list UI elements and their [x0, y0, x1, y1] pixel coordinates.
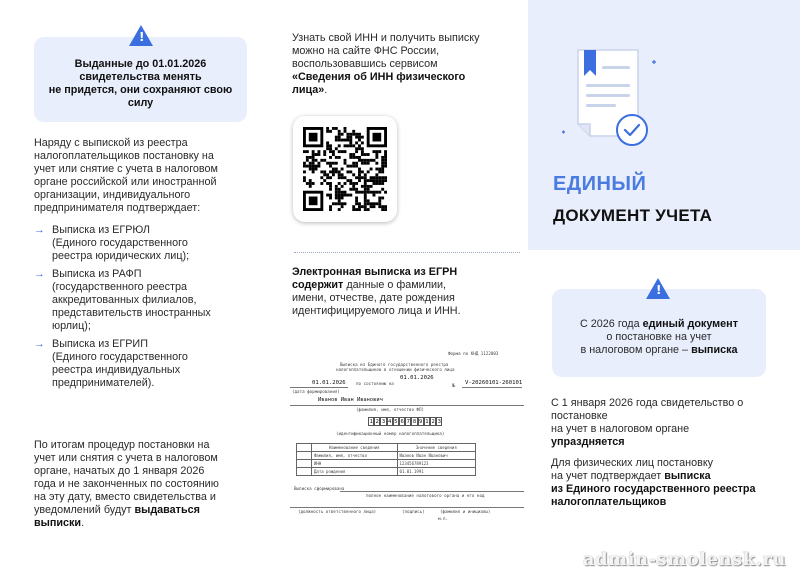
- state-on-label: по состоянию на: [356, 381, 394, 386]
- title-line-1: ЕДИНЫЙ: [553, 173, 647, 195]
- inn-digit-cell: 3: [437, 419, 441, 425]
- title-line-2: ДОКУМЕНТ УЧЕТА: [553, 206, 713, 225]
- inn-label: (идентификационный номер налогоплательщика): [336, 431, 445, 436]
- notice-text-single-document: С 2026 года единый документ о постановке на учет в налоговом органе – выписка: [580, 318, 738, 356]
- extract-number: V-20260101-260101: [465, 380, 523, 386]
- form-code-label: Форма по КНД 1122003: [448, 351, 499, 356]
- inn-digit-cell: 9: [419, 419, 423, 425]
- stamp-place-label: м.п.: [438, 516, 449, 521]
- inn-digit-cell: 3: [381, 419, 386, 425]
- abolished-paragraph: С 1 января 2026 года свидетельство о постановке на учет в налоговом органе упраздняется: [551, 397, 744, 448]
- list-item-rafp: → Выписка из РАФП (государственного реестра аккредитованных филиалов, представительств иностранных юрлиц);: [34, 268, 211, 332]
- inn-service-paragraph: Узнать свой ИНН и получить выписку можно на сайте ФНС России, воспользовавшись сервисом «Сведения об ИНН физического лица».: [292, 32, 480, 96]
- conclusion-paragraph: По итогам процедур постановки на учет или снятия с учета в налоговом органе, начатых до 1 января 2026 года и не законченных по состоянию на эту дату, вместо свидетельства и уведомлений будут выдаваться выписки.: [34, 439, 219, 529]
- table-cell: Фамилия, имя, отчество: [312, 452, 398, 460]
- table-cell: Дата рождения: [312, 468, 398, 476]
- inn-digit-cell: 2: [375, 419, 379, 425]
- qr-code[interactable]: [303, 127, 387, 211]
- table-cell: ИНН: [312, 460, 398, 468]
- table-cell: 01.01.1991: [397, 468, 475, 476]
- inn-digit-cell: 1: [425, 419, 429, 425]
- date-underline: [290, 387, 348, 388]
- table-cell: Иванов Иван Иванович: [397, 452, 475, 460]
- date-label: (дата формирования): [292, 389, 340, 394]
- arrow-right-icon: →: [34, 224, 45, 236]
- fio-label: (фамилия, имя, отчество ФЛ): [356, 407, 425, 412]
- table-row: [297, 468, 476, 476]
- list-item-egrip: → Выписка из ЕГРИП (Единого государственного реестра индивидуальных предпринимателей).: [34, 338, 188, 389]
- inn-digit-cell: 4: [388, 419, 392, 425]
- arrow-right-icon: →: [34, 268, 45, 280]
- signature-label: (подпись): [402, 509, 425, 514]
- number-sign: №: [452, 383, 456, 389]
- sample-extract-document: [290, 345, 526, 525]
- left-panel: [0, 0, 266, 574]
- warning-icon: !: [646, 278, 670, 299]
- initials-label: (фамилия и инициалы): [440, 509, 491, 514]
- warning-icon: !: [129, 25, 153, 46]
- notice-text-certificates: Выданные до 01.01.2026 свидетельства менять не придется, они сохраняют свою силу: [48, 58, 233, 109]
- position-label: (должность ответственного лица): [298, 509, 377, 514]
- document-list: [34, 224, 259, 395]
- extract-heading-2: налогоплательщиков в отношении физического лица: [336, 367, 455, 372]
- number-underline: [462, 387, 522, 388]
- extract-data-table: [296, 443, 476, 476]
- table-head-cell: Значение сведения: [397, 444, 475, 452]
- organ-underline: [340, 491, 524, 492]
- table-header-row: [297, 444, 476, 452]
- list-item-egrul: → Выписка из ЕГРЮЛ (Единого государственного реестра юридических лиц);: [34, 224, 190, 262]
- inn-digit-cell: 1: [369, 419, 373, 425]
- signature-underline: [290, 507, 524, 508]
- inn-digit-cell: 8: [412, 419, 417, 425]
- inn-digit-cell: 7: [406, 419, 410, 425]
- dotted-divider: [294, 252, 520, 253]
- individuals-paragraph: Для физических лиц постановку на учет подтверждает выписка из Единого государственного реестра налогоплательщиков: [551, 457, 756, 508]
- document-check-icon: [556, 42, 666, 152]
- table-head-cell: Наименование сведения: [312, 444, 398, 452]
- qr-code-card[interactable]: [293, 116, 397, 222]
- inn-digit-cell: 2: [431, 419, 435, 425]
- arrow-right-icon: →: [34, 338, 45, 350]
- state-date: 01.01.2026: [400, 375, 434, 381]
- inn-digit-cell: 6: [400, 419, 404, 425]
- table-row: [297, 460, 476, 468]
- extract-heading-1: Выписка из Единого государственного реестра: [340, 362, 449, 367]
- formed-label: Выписка сформирована: [294, 486, 345, 491]
- table-row: [297, 452, 476, 460]
- egrn-paragraph: Электронная выписка из ЕГРН содержит данные о фамилии, имени, отчестве, дате рождения идентифицируемого лица и ИНН.: [292, 266, 461, 317]
- site-watermark: admin-smolensk.ru: [582, 549, 786, 570]
- formation-date: 01.01.2026: [312, 380, 346, 386]
- fio-value: Иванов Иван Иванович: [318, 397, 383, 403]
- intro-paragraph: Наряду с выпиской из реестра налогоплательщиков постановку на учет или снятие с учета в налоговом органе российской или иностранной организации, индивидуального предпринимателя подтверждает:: [34, 137, 218, 214]
- table-cell: 123456789123: [397, 460, 475, 468]
- inn-digit-cell: 5: [394, 419, 398, 425]
- fio-underline: [290, 405, 524, 406]
- organ-label: полное наименование налогового органа и его код: [366, 493, 485, 498]
